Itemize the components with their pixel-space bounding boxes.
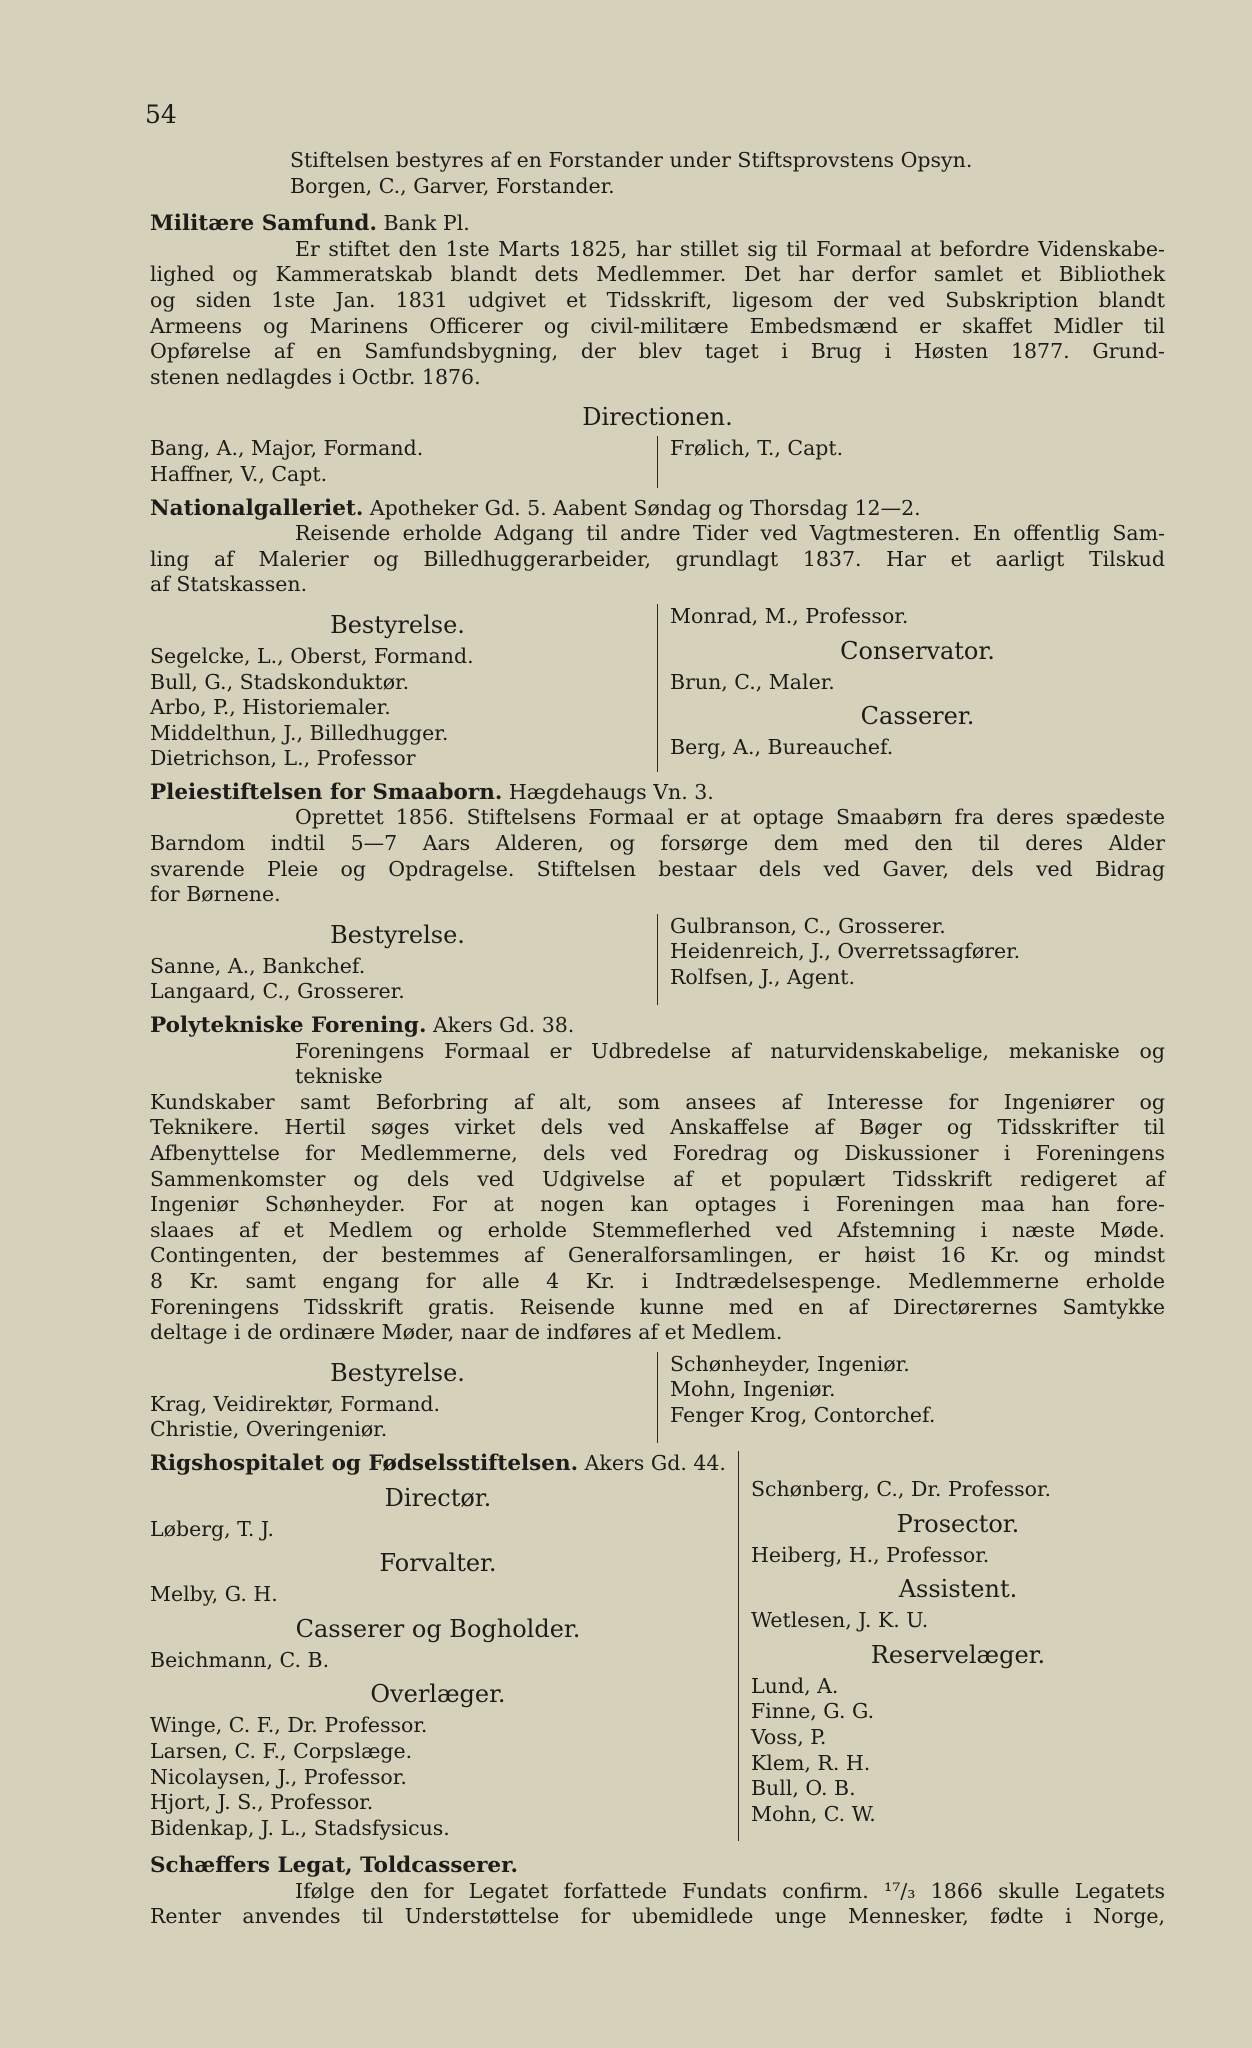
intro-line: Borgen, C., Garver, Forstander. bbox=[290, 173, 615, 198]
body-line: ling af Malerier og Billedhuggerarbeider, grundlagt 1837. Har et aarligt Tilskud bbox=[150, 546, 1165, 571]
members-right bbox=[657, 914, 1165, 1005]
body-line: slaaes af et Medlem og erholde Stemmeflerhed ved Afstemning i næste Møde. bbox=[150, 1217, 1165, 1242]
member: Winge, C. F., Dr. Professor. bbox=[150, 1713, 428, 1738]
body-line: Ingeniør Schønheyder. For at nogen kan optages i Foreningen maa han fore- bbox=[150, 1192, 1165, 1217]
body-line: af Statskassen. bbox=[150, 572, 308, 597]
member: Nicolaysen, J., Professor. bbox=[150, 1764, 407, 1789]
members-right bbox=[657, 604, 1165, 772]
member: Dietrichson, L., Professor bbox=[150, 746, 416, 771]
entry-body bbox=[150, 1879, 1165, 1930]
section-heading: Prosector. bbox=[896, 1509, 1020, 1538]
entry-heading bbox=[150, 1451, 726, 1477]
member: Langaard, C., Grosserer. bbox=[150, 979, 405, 1004]
body-line: Barndom indtil 5—7 Aars Alderen, og forsørge dem med den til deres Alder bbox=[150, 831, 1165, 856]
body-line: Foreningens Tidsskrift gratis. Reisende kunne med en af Directørernes Samtykke bbox=[150, 1294, 1165, 1319]
entry-militaere-samfund bbox=[150, 211, 1165, 237]
entry-title: Schæffers Legat, Toldcasserer. bbox=[150, 1853, 518, 1879]
body-line: Contingenten, der bestemmes af Generalforsamlingen, er høist 16 Kr. og mindst bbox=[150, 1243, 1165, 1268]
body-line: Kundskaber samt Beforbring af alt, som ansees af Interesse for Ingeniører og bbox=[150, 1089, 1165, 1114]
member: Monrad, M., Professor. bbox=[670, 603, 909, 628]
member: Lund, A. bbox=[750, 1673, 839, 1698]
body-line: Renter anvendes til Understøttelse for ubemidlede unge Mennesker, fødte i Norge, bbox=[150, 1904, 1165, 1929]
body-line: Foreningens Formaal er Udbredelse af naturvidenskabelige, mekaniske og tekniske bbox=[295, 1038, 1165, 1089]
body-line: deltage i de ordinære Møder, naar de indføres af et Medlem. bbox=[150, 1320, 783, 1345]
members-table bbox=[150, 1352, 1165, 1443]
member: Schønheyder, Ingeniør. bbox=[670, 1351, 910, 1376]
body-line: stenen nedlagdes i Octbr. 1876. bbox=[150, 364, 481, 389]
member: Bidenkap, J. L., Stadsfysicus. bbox=[150, 1815, 450, 1840]
members-left bbox=[150, 1352, 657, 1443]
entry-nationalgalleriet bbox=[150, 496, 1165, 522]
section-heading: Forvalter. bbox=[379, 1549, 497, 1578]
member: Beichmann, C. B. bbox=[150, 1647, 330, 1672]
member: Haffner, V., Capt. bbox=[150, 461, 328, 486]
entry-pleiestiftelsen bbox=[150, 780, 1165, 806]
section-heading: Bestyrelse. bbox=[330, 1358, 465, 1387]
member: Christie, Overingeniør. bbox=[150, 1417, 388, 1442]
entry-title: Pleiestiftelsen for Smaaborn. bbox=[150, 779, 503, 805]
members-table bbox=[150, 914, 1165, 1005]
member: Voss, P. bbox=[750, 1724, 827, 1749]
entry-title: Militære Samfund. bbox=[150, 211, 377, 237]
member: Hjort, J. S., Professor. bbox=[150, 1790, 374, 1815]
members-right bbox=[657, 1352, 1165, 1443]
entry-body bbox=[150, 805, 1165, 907]
entry-title: Polytekniske Forening. bbox=[150, 1013, 427, 1039]
section-heading: Overlæger. bbox=[370, 1680, 506, 1709]
entry-polytekniske-forening bbox=[150, 1013, 1165, 1039]
section-heading: Casserer og Bogholder. bbox=[295, 1614, 581, 1643]
member: Larsen, C. F., Corpslæge. bbox=[150, 1738, 413, 1763]
member: Gulbranson, C., Grosserer. bbox=[670, 913, 946, 938]
entry-address: Bank Pl. bbox=[383, 211, 470, 236]
members-left bbox=[150, 1451, 738, 1841]
member: Schønberg, C., Dr. Professor. bbox=[750, 1476, 1052, 1501]
section-heading: Directør. bbox=[384, 1483, 492, 1512]
member: Bull, G., Stadskonduktør. bbox=[150, 669, 410, 694]
body-line: 8 Kr. samt engang for alle 4 Kr. i Indtrædelsespenge. Medlemmerne erholde bbox=[150, 1268, 1165, 1293]
member: Krag, Veidirektør, Formand. bbox=[150, 1391, 441, 1416]
page-content bbox=[150, 148, 1165, 1930]
body-line: Afbenyttelse for Medlemmerne, dels ved Foredrag og Diskussioner i Foreningens bbox=[150, 1141, 1165, 1165]
members-left bbox=[150, 914, 657, 1005]
member: Løberg, T. J. bbox=[150, 1516, 275, 1541]
member: Bang, A., Major, Formand. bbox=[150, 436, 424, 461]
member: Rolfsen, J., Agent. bbox=[670, 965, 856, 990]
member: Klem, R. H. bbox=[750, 1750, 871, 1775]
body-line: for Børnene. bbox=[150, 882, 281, 907]
member: Mohn, C. W. bbox=[750, 1801, 876, 1826]
entry-title: Rigshospitalet og Fødselsstiftelsen. bbox=[150, 1450, 579, 1476]
entry-body bbox=[150, 1039, 1165, 1346]
member: Bull, O. B. bbox=[750, 1776, 856, 1801]
body-line: og siden 1ste Jan. 1831 udgivet et Tidsskrift, ligesom der ved Subskription blandt bbox=[150, 287, 1165, 312]
body-line: Reisende erholde Adgang til andre Tider ved Vagtmesteren. En offentlig Sam- bbox=[295, 521, 1165, 546]
members-table bbox=[150, 604, 1165, 772]
entry-schaeffers-legat bbox=[150, 1853, 1165, 1879]
member: Sanne, A., Bankchef. bbox=[150, 953, 366, 978]
entry-title: Nationalgalleriet. bbox=[150, 495, 364, 521]
body-line: lighed og Kammeratskab blandt dets Medlemmer. Det har derfor samlet et Bibliothek bbox=[150, 262, 1165, 287]
body-line: Armeens og Marinens Officerer og civil-militære Embedsmænd er skaffet Midler til bbox=[150, 313, 1165, 338]
section-heading: Reservelæger. bbox=[870, 1640, 1046, 1669]
members-left bbox=[150, 436, 657, 487]
body-line: Ifølge den for Legatet forfattede Fundats confirm. ¹⁷/₃ 1866 skulle Legatets bbox=[295, 1878, 1165, 1903]
page-number: 54 bbox=[145, 100, 177, 129]
body-line: Oprettet 1856. Stiftelsens Formaal er at optage Smaabørn fra deres spædeste bbox=[295, 805, 1165, 830]
members-right bbox=[738, 1451, 1165, 1841]
member: Frølich, T., Capt. bbox=[670, 436, 844, 461]
members-right bbox=[657, 436, 1165, 487]
members-left bbox=[150, 604, 657, 772]
members-table bbox=[150, 436, 1165, 487]
section-heading: Bestyrelse. bbox=[330, 920, 465, 949]
section-heading: Conservator. bbox=[840, 636, 995, 665]
member: Mohn, Ingeniør. bbox=[670, 1377, 836, 1402]
member: Fenger Krog, Contorchef. bbox=[670, 1402, 936, 1427]
body-line: Opførelse af en Samfundsbygning, der blev taget i Brug i Høsten 1877. Grund- bbox=[150, 339, 1165, 364]
entry-address: Hægdehaugs Vn. 3. bbox=[508, 779, 714, 804]
member: Wetlesen, J. K. U. bbox=[750, 1608, 929, 1633]
member: Brun, C., Maler. bbox=[670, 669, 835, 694]
member: Finne, G. G. bbox=[750, 1699, 875, 1724]
body-line: svarende Pleie og Opdragelse. Stiftelsen bestaar dels ved Gaver, dels ved Bidrag bbox=[150, 856, 1165, 881]
entry-body bbox=[150, 237, 1165, 391]
member: Melby, G. H. bbox=[150, 1582, 278, 1607]
member: Heidenreich, J., Overretssagfører. bbox=[670, 939, 1021, 964]
entry-address: Akers Gd. 44. bbox=[584, 1450, 726, 1475]
section-heading: Bestyrelse. bbox=[330, 610, 465, 639]
body-line: Er stiftet den 1ste Marts 1825, har stillet sig til Formaal at befordre Videnskabe- bbox=[295, 236, 1165, 261]
entry-rigshospitalet bbox=[150, 1451, 1165, 1841]
body-line: Sammenkomster og dels ved Udgivelse af et populært Tidsskrift redigeret af bbox=[150, 1166, 1165, 1191]
entry-address: Apotheker Gd. 5. Aabent Søndag og Thorsdag 12—2. bbox=[369, 495, 921, 520]
section-heading: Assistent. bbox=[898, 1575, 1018, 1604]
entry-address: Akers Gd. 38. bbox=[432, 1013, 575, 1038]
member: Segelcke, L., Oberst, Formand. bbox=[150, 643, 474, 668]
entry-body bbox=[150, 521, 1165, 598]
section-heading: Casserer. bbox=[860, 702, 975, 731]
intro-line: Stiftelsen bestyres af en Forstander under Stiftsprovstens Opsyn. bbox=[290, 148, 973, 172]
section-heading: Directionen. bbox=[582, 403, 733, 432]
member: Middelthun, J., Billedhugger. bbox=[150, 720, 449, 745]
member: Berg, A., Bureauchef. bbox=[670, 735, 894, 760]
body-line: Teknikere. Hertil søges virket dels ved Anskaffelse af Bøger og Tidsskrifter til bbox=[150, 1115, 1165, 1140]
member: Arbo, P., Historiemaler. bbox=[150, 695, 391, 720]
member: Heiberg, H., Professor. bbox=[750, 1542, 990, 1567]
